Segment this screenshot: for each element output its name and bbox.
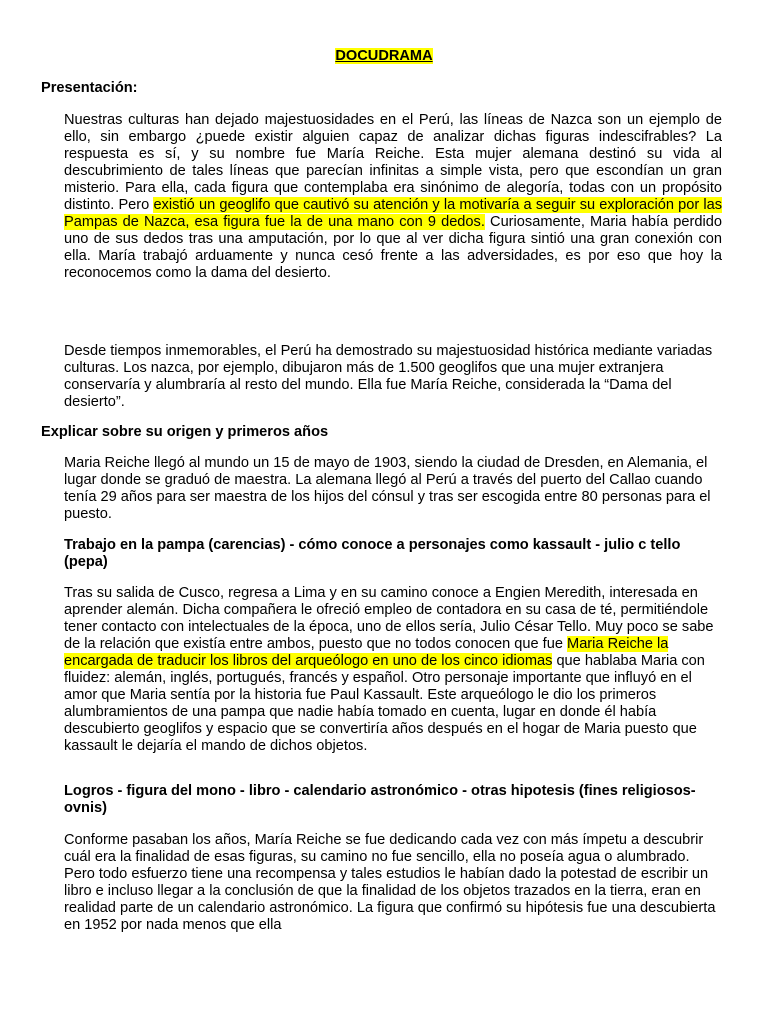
- paragraph-origen: Maria Reiche llegó al mundo un 15 de mayo de 1903, siendo la ciudad de Dresden, en Alemania, el lugar donde se graduó de maestra. La alemana llegó al Perú a través del puerto del Callao cuando tenía 29 años para ser maestra de los hijos del cónsul y tras ser escogida entre 80 personas para el puesto.: [64, 455, 711, 522]
- intro-text-end: Curiosamente, Maria había perdido uno de sus dedos tras una amputación, por lo que al ver dicha figura sintió una gran conexión con ella. María trabajó arduamente y nunca cesó frente a las adversidades, es por eso que hoy la reconocemos como la dama del desierto.: [64, 214, 722, 281]
- trabajo-text-start: Tras su salida de Cusco, regresa a Lima y en su camino conoce a Engien Meredith, interesada en aprender alemán. Dicha compañera le ofreció empleo de contadora en su casa de té, permitiéndole tener contacto con intelectuales de la época, uno de ellos sería, Julio César Tello. Muy poco se sabe de la relación que existía entre ambos, puesto que no todos conocen que fue: [64, 585, 714, 652]
- paragraph-logros: Conforme pasaban los años, María Reiche se fue dedicando cada vez con más ímpetu a descubrir cuál era la finalidad de esas figuras, su camino no fue sencillo, ella no poseía agua o alumbrado. Pero todo esfuerzo tiene una recompensa y tales estudios le habían dado la potestad de escribir un libro e incluso llegar a la conclusión de que la finalidad de los objetos trazados en la tierra, eran en realidad parte de un calendario astronómico. La figura que confirmó su hipótesis fue una descubierta en 1952 por nada menos que ella: [64, 832, 716, 933]
- heading-presentacion: Presentación:: [41, 80, 138, 96]
- heading-origen: Explicar sobre su origen y primeros años: [41, 424, 329, 440]
- intro-text-start: Nuestras culturas han dejado majestuosidades en el Perú, las líneas de Nazca son un ejemplo de ello, sin embargo ¿puede existir alguien capaz de analizar dichas figuras indescifrables? La respuesta es sí, y su nombre fue María Reiche. Esta mujer alemana destinó su vida al descubrimiento de tales líneas que parecían infinitas a simple vista, pero que escondían un gran misterio. Para ella, cada figura que contemplaba era sinónimo de alegoría, todas con un propósito distinto. Pero: [64, 112, 722, 213]
- trabajo-highlighted-text: Maria Reiche la encargada de traducir los libros del arqueólogo en uno de los cinco idiomas: [64, 636, 669, 669]
- paragraph-desde-tiempos: Desde tiempos inmemorables, el Perú ha demostrado su majestuosidad histórica mediante variadas culturas. Los nazca, por ejemplo, dibujaron más de 1.500 geoglifos que una mujer extranjera conservaría y alumbraría al resto del mundo. Ella fue María Reiche, considerada la “Dama del desierto”.: [64, 343, 713, 410]
- document-title-text: DOCUDRAMA: [335, 48, 433, 64]
- heading-logros: Logros - figura del mono - libro - calendario astronómico - otras hipotesis (fines religiosos- ovnis): [64, 783, 696, 816]
- intro-highlighted-text: existió un geoglifo que cautivó su atención y la motivaría a seguir su exploración por las Pampas de Nazca, esa figura fue la de una mano con 9 dedos.: [64, 197, 722, 230]
- paragraph-trabajo: [64, 585, 724, 755]
- paragraph-intro: [64, 112, 722, 282]
- heading-trabajo: Trabajo en la pampa (carencias) - cómo conoce a personajes como kassault - julio c tello (pepa): [64, 537, 681, 570]
- trabajo-text-end: que hablaba Maria con fluidez: alemán, inglés, portugués, francés y español. Otro personaje importante que influyó en el amor que Maria sentía por la historia fue Paul Kassault. Este arqueólogo le dio los primeros alumbramientos de una pampa que nadie había tomado en cuenta, lugar en donde él había descubierto geoglifos y espacio que se convertiría años después en el hogar de Maria puesto que kassault le dejaría el mando de dichos objetos.: [64, 653, 705, 754]
- document-title: [0, 48, 768, 65]
